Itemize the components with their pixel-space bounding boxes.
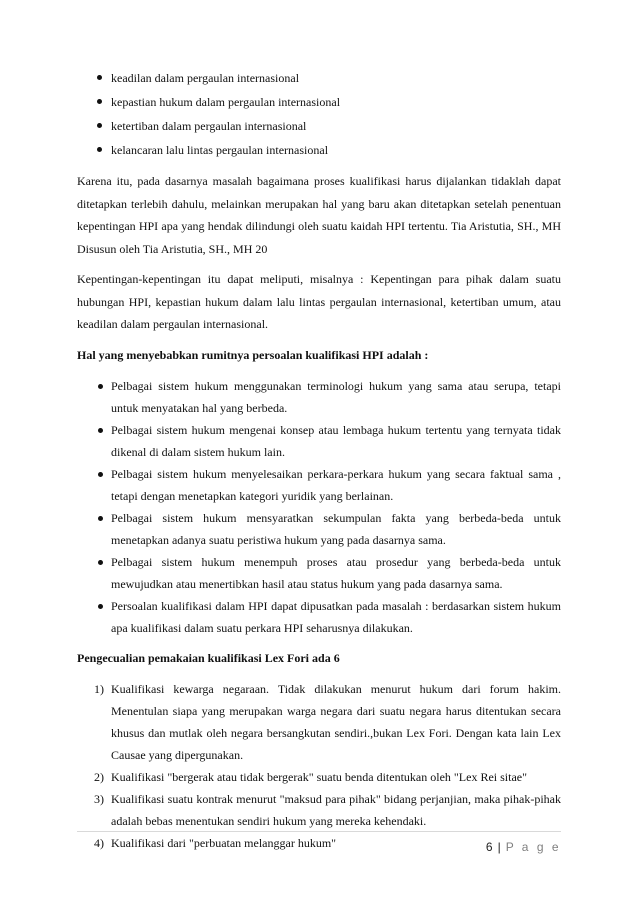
list-item: 1) Kualifikasi kewarga negaraan. Tidak dilakukan menurut hukum dari forum hakim. Menentulan siapa yang merupakan warga negara dari suatu negara harus ditentukan secara khusus dan mutlak oleh negara bersangkutan sendiri.,bukan Lex Fori. Dengan kata lain Lex Causae yang dipergunakan. (77, 678, 561, 766)
bullet-icon (98, 428, 103, 433)
section-heading: Pengecualian pemakaian kualifikasi Lex Fori ada 6 (77, 650, 340, 665)
bullet-icon (98, 560, 103, 565)
list-item: kelancaran lalu lintas pergaulan internasional (77, 138, 561, 162)
bullet-icon (97, 99, 102, 104)
list-number: 3) (94, 791, 104, 806)
page-number: 6 (485, 840, 494, 854)
list-item: 2) Kualifikasi "bergerak atau tidak bergerak" suatu benda ditentukan oleh "Lex Rei sitae" (77, 766, 561, 788)
list-item: Pelbagai sistem hukum mensyaratkan sekumpulan fakta yang berbeda-beda untuk menetapkan adanya suatu peristiwa hukum yang pada dasarnya sama. (77, 507, 561, 551)
list-item: Pelbagai sistem hukum mengenai konsep atau lembaga hukum tertentu yang ternyata tidak dikenal di dalam sistem hukum lain. (77, 419, 561, 463)
bullet-icon (97, 123, 102, 128)
footer-divider (77, 831, 561, 832)
list-number: 4) (94, 835, 104, 850)
page-content (77, 66, 561, 854)
bullet-icon (98, 384, 103, 389)
interest-bullet-list (77, 66, 561, 162)
body-paragraph: Karena itu, pada dasarnya masalah bagaimana proses kualifikasi harus dijalankan tidaklah dapat ditetapkan terlebih dahulu, melainkan merupakan hal yang baru akan ditetapkan setelah penentuan kepentingan HPI apa yang hendak dilindungi oleh suatu kaidah HPI tertentu. Tia Aristutia, SH., MH Disusun oleh Tia Aristutia, SH., MH 20 (77, 174, 561, 256)
list-item: keadilan dalam pergaulan internasional (77, 66, 561, 90)
list-item: Pelbagai sistem hukum menggunakan terminologi hukum yang sama atau serupa, tetapi untuk menyatakan hal yang berbeda. (77, 375, 561, 419)
list-item: 3) Kualifikasi suatu kontrak menurut "maksud para pihak" bidang perjanjian, maka pihak-pihak adalah bebas menentukan sendiri hukum yang mereka kehendaki. (77, 788, 561, 832)
bullet-icon (98, 516, 103, 521)
body-paragraph: Kepentingan-kepentingan itu dapat meliputi, misalnya : Kepentingan para pihak dalam suatu hubungan HPI, kepastian hukum dalam lalu lintas pergaulan internasional, ketertiban umum, atau keadilan dalam pergaulan internasional. (77, 272, 561, 331)
list-number: 2) (94, 769, 104, 784)
exceptions-numbered-list (77, 678, 561, 854)
list-item: Pelbagai sistem hukum menempuh proses atau prosedur yang berbeda-beda untuk mewujudkan atau menertibkan hasil atau status hukum yang pada dasarnya sama. (77, 551, 561, 595)
list-item: Pelbagai sistem hukum menyelesaikan perkara-perkara hukum yang secara faktual sama , tetapi dengan menetapkan kategori yuridik yang berlainan. (77, 463, 561, 507)
page-footer (486, 836, 561, 859)
bullet-icon (98, 604, 103, 609)
section-heading: Hal yang menyebabkan rumitnya persoalan kualifikasi HPI adalah : (77, 347, 429, 362)
list-item: kepastian hukum dalam pergaulan internasional (77, 90, 561, 114)
causes-bullet-list (77, 375, 561, 639)
page-label: P a g e (505, 840, 561, 854)
bullet-icon (97, 75, 102, 80)
bullet-icon (97, 147, 102, 152)
list-number: 1) (94, 681, 104, 696)
footer-separator: | (497, 840, 502, 854)
bullet-icon (98, 472, 103, 477)
list-item: ketertiban dalam pergaulan internasional (77, 114, 561, 138)
list-item: Persoalan kualifikasi dalam HPI dapat dipusatkan pada masalah : berdasarkan sistem hukum apa kualifikasi dalam suatu perkara HPI seharusnya dilakukan. (77, 595, 561, 639)
list-item: 4) Kualifikasi dari "perbuatan melanggar hukum" (77, 832, 561, 854)
